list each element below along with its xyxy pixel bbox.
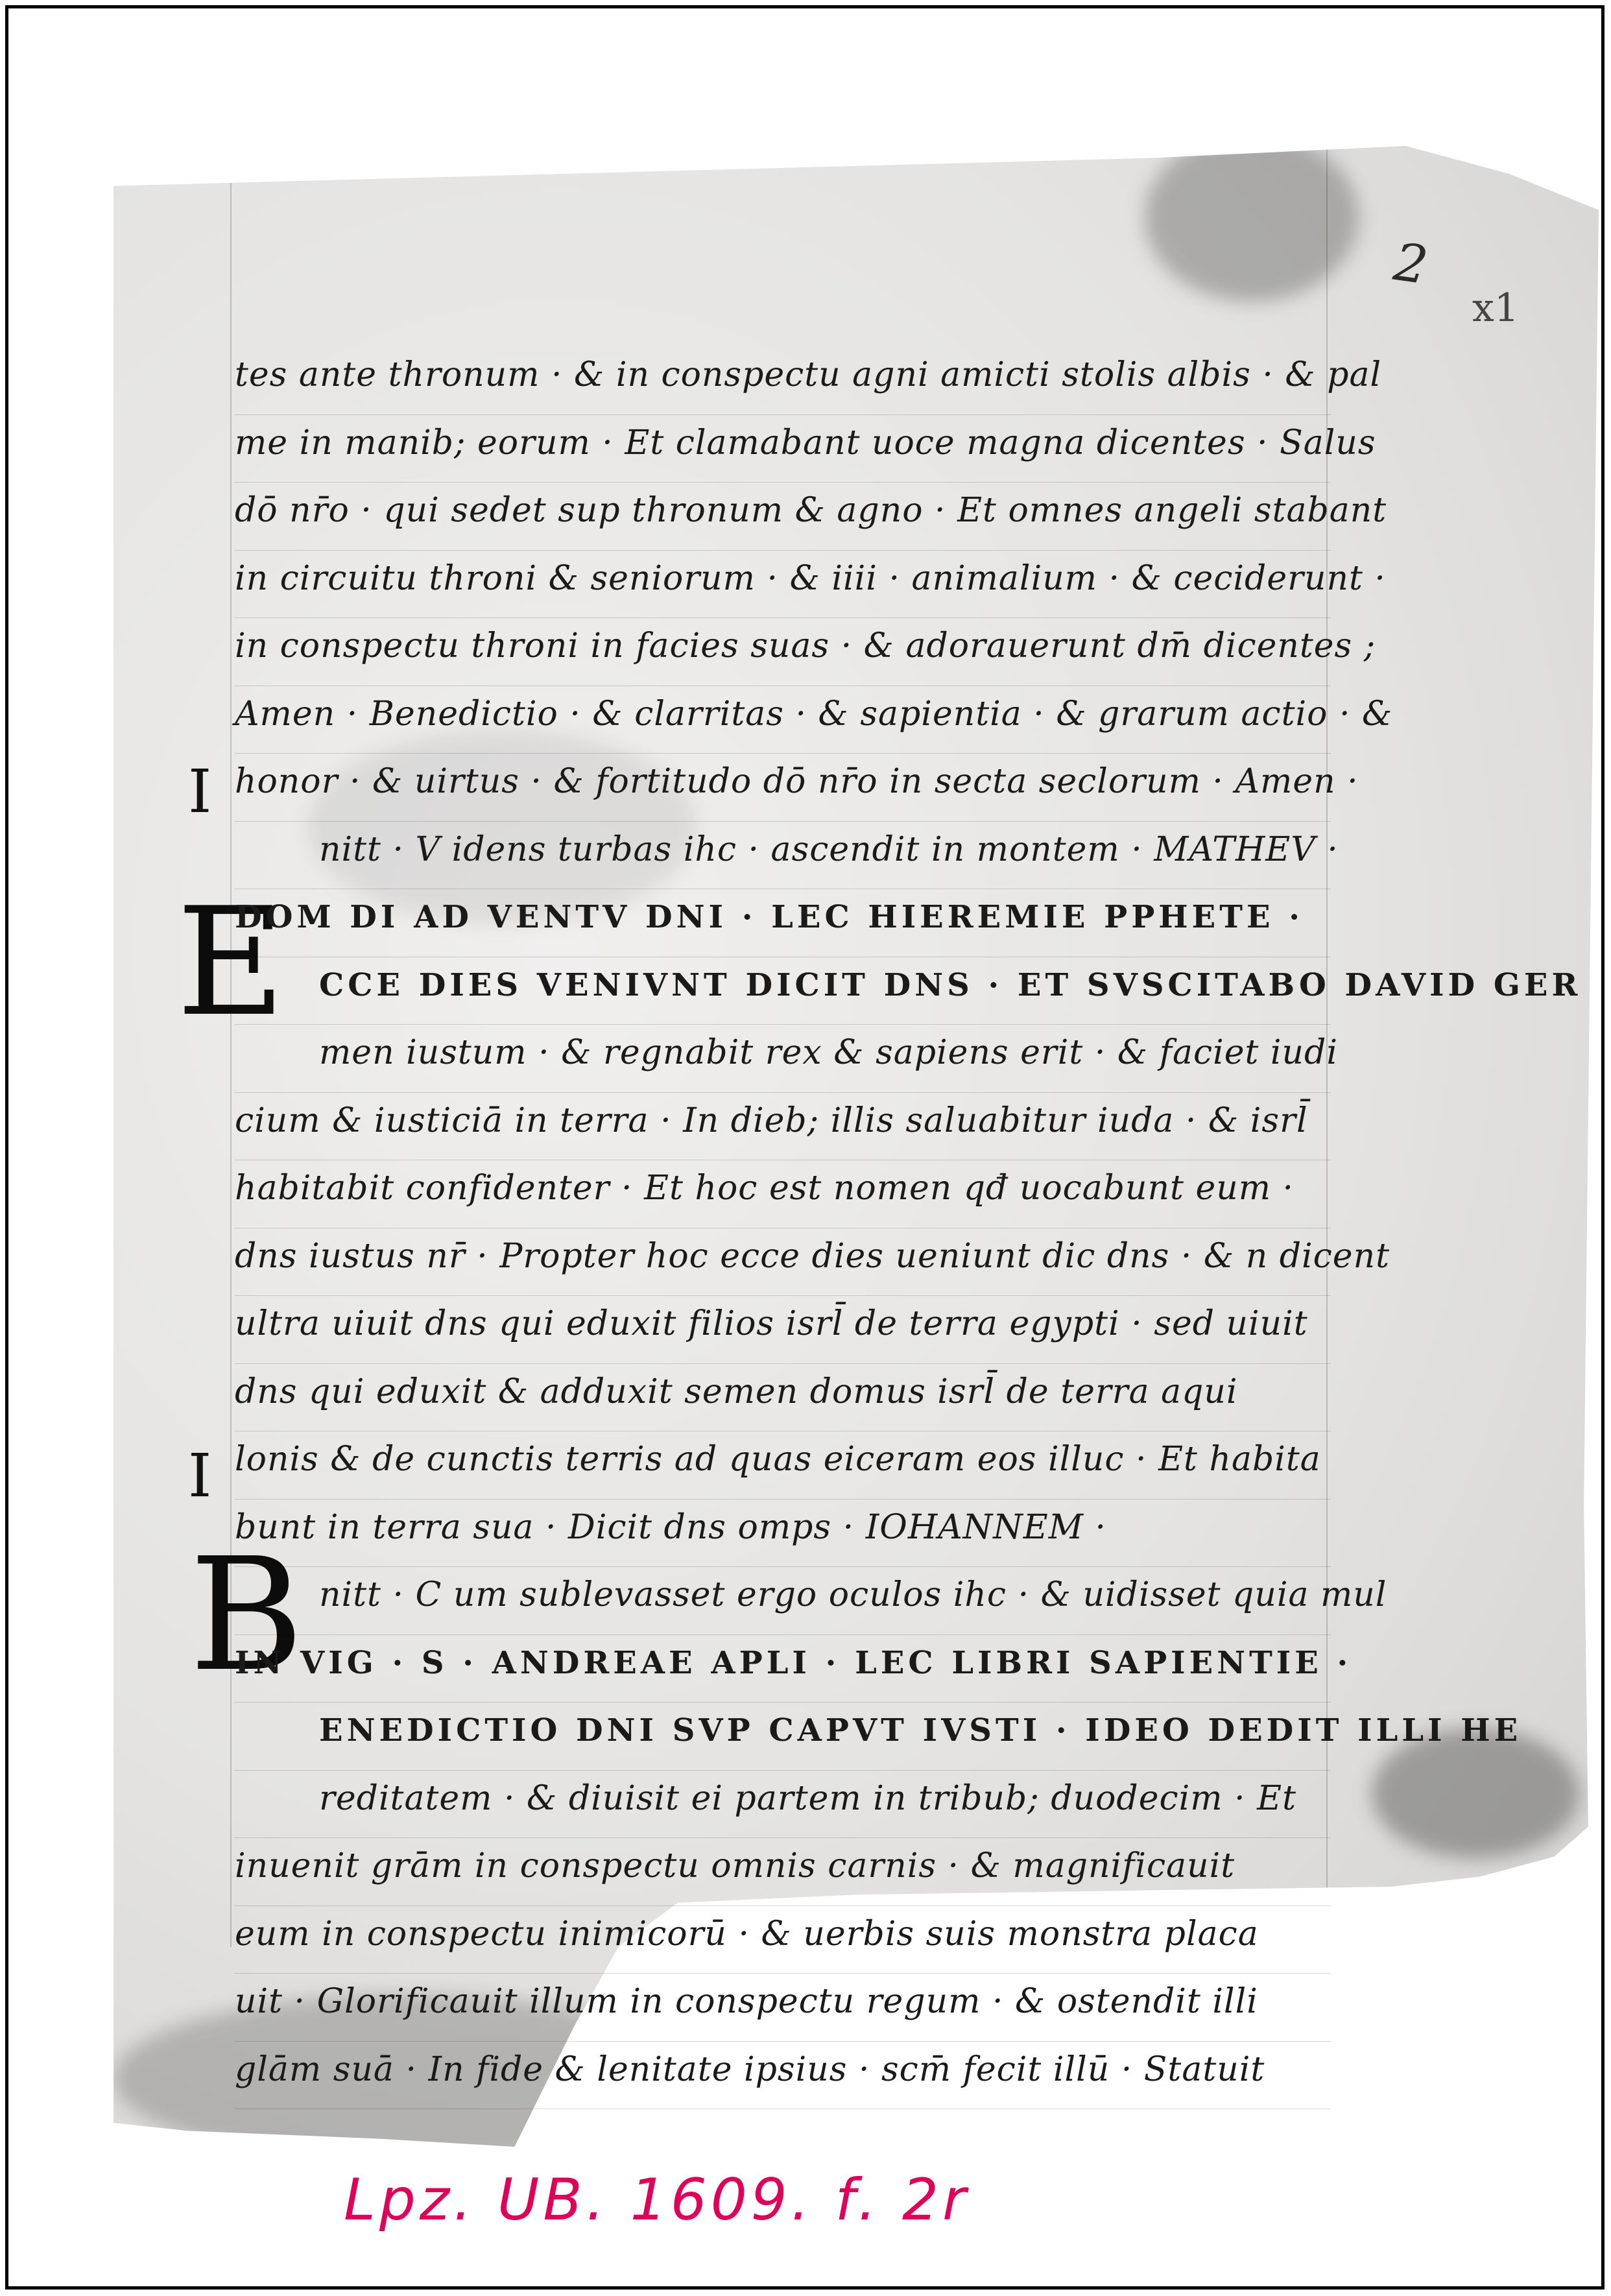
text-line: tes ante thronum · & in conspectu agni amicti stolis albis · & pal <box>235 347 1331 415</box>
rubric-line: CCE DIES VENIVNT DICIT DNS · ET SVSCITABO DAVID GER <box>235 957 1331 1025</box>
text-line: nitt · V idens turbas ihc · ascendit in montem · MATHEV · <box>235 822 1331 890</box>
text-line: in circuitu throni & seniorum · & iiii · animalium · & ceciderunt · <box>235 551 1331 619</box>
text-line: honor · & uirtus · & fortitudo dō nr̄o in secta seclorum · Amen · <box>235 754 1331 822</box>
text-line: Amen · Benedictio · & clarritas · & sapientia · & grarum actio · & <box>235 686 1331 754</box>
folio-mark: x1 <box>1472 285 1520 331</box>
manuscript-text <box>235 347 1582 2109</box>
decorated-initial-e: E <box>176 876 285 1049</box>
text-line: habitabit confidenter · Et hoc est nomen qđ uocabunt eum · <box>235 1160 1331 1228</box>
text-line: me in manib; eorum · Et clamabant uoce magna dicentes · Salus <box>235 415 1331 483</box>
text-line: cium & iusticiā in terra · In dieb; illis saluabitur iuda · & isrl̄ <box>235 1093 1331 1161</box>
text-line: reditatem · & diuisit ei partem in tribub; duodecim · Et <box>235 1771 1331 1839</box>
margin-initial: I <box>188 1441 212 1511</box>
rubric-line: IN VIG · S · ANDREAE APLI · LEC LIBRI SAPIENTIE · <box>235 1635 1331 1703</box>
margin-initial: I <box>188 757 212 826</box>
text-line: nitt · C um sublevasset ergo oculos ihc · & uidisset quia mul <box>235 1567 1331 1635</box>
text-line: eum in conspectu inimicorū · & uerbis suis monstra placa <box>235 1906 1331 1974</box>
text-line: men iustum · & regnabit rex & sapiens erit · & faciet iudi <box>235 1025 1331 1093</box>
decorated-initial-b: B <box>189 1524 304 1706</box>
text-line: dns iustus nr̄ · Propter hoc ecce dies ueniunt dic dns · & n dicent <box>235 1228 1331 1297</box>
text-line: in conspectu throni in facies suas · & adorauerunt dm̄ dicentes ; <box>235 618 1331 686</box>
text-line: dō nr̄o · qui sedet sup thronum & agno · Et omnes angeli stabant <box>235 483 1331 551</box>
folio-number: 2 <box>1390 231 1432 296</box>
rubric-line: ENEDICTIO DNI SVP CAPVT IVSTI · IDEO DEDIT ILLI HE <box>235 1703 1331 1771</box>
text-line: uit · Glorificauit illum in conspectu regum · & ostendit illi <box>235 1974 1331 2042</box>
text-line: bunt in terra sua · Dicit dns omps · IOHANNEM · <box>235 1500 1331 1568</box>
shelfmark-label: Lpz. UB. 1609. f. 2r <box>344 2166 970 2233</box>
text-line: inuenit grām in conspectu omnis carnis · & magnificauit <box>235 1838 1331 1906</box>
text-line: glām suā · In fide & lenitate ipsius · scm̄ fecit illū · Statuit <box>235 2042 1331 2110</box>
rubric-line: DOM DI AD VENTV DNI · LEC HIEREMIE PPHETE · <box>235 889 1331 957</box>
text-line: ultra uiuit dns qui eduxit filios isrl̄ de terra egypti · sed uiuit <box>235 1296 1331 1364</box>
text-line: lonis & de cunctis terris ad quas eiceram eos illuc · Et habita <box>235 1431 1331 1500</box>
text-line: dns qui eduxit & adduxit semen domus isrl̄ de terra aqui <box>235 1364 1331 1432</box>
